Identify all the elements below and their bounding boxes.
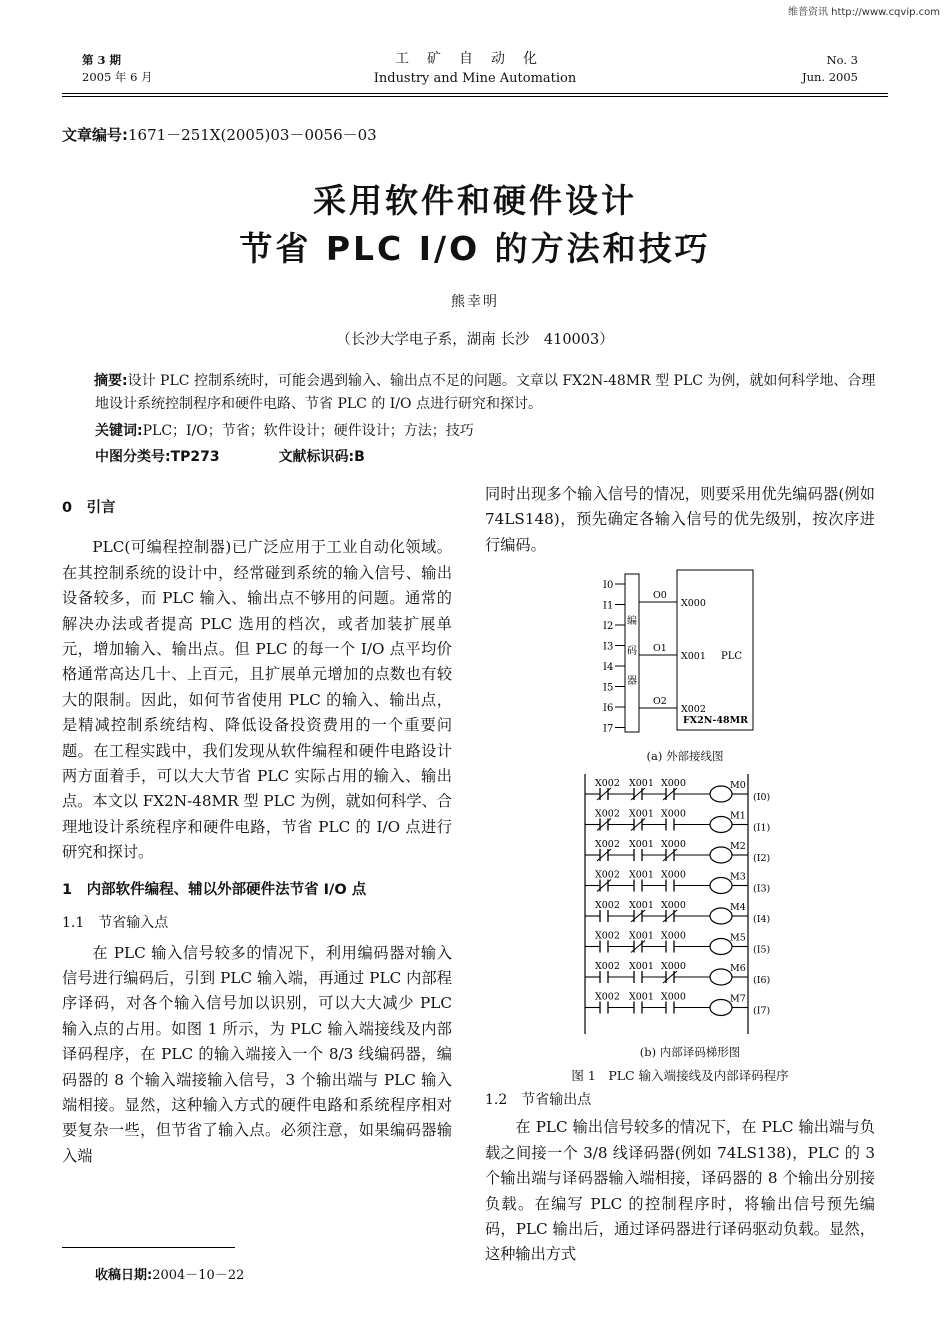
- encoder-output-label: O0: [653, 590, 667, 601]
- article-number: [62, 124, 377, 145]
- coil-label: M7: [730, 993, 746, 1005]
- input-label: I5: [603, 682, 614, 694]
- date-en: Jun. 2005: [801, 70, 858, 84]
- coil: [710, 908, 732, 924]
- section-1-1-paragraph: 在 PLC 输入信号较多的情况下，利用编码器对输入信号进行编码后，引到 PLC 输入端，再通过 PLC 内部程序译码，对各个输入信号加以识别，可以大大减少 PLC 输入点的占用。如图 1 所示，为 PLC 输入端接线及内部译码程序，在 PLC 的输入端接入一个 8/3 线编码器，编码器的 8 个输入端接输入信号，3 个输出端与 PLC 输入端相接。显然，这种输入方式的硬件电路和系统程序相对要复杂一些，但节省了输入点。必须注意，如果编码器输入端: [62, 943, 452, 1165]
- ladder-rung: [585, 900, 770, 925]
- encoder-label-char: 编: [627, 616, 637, 627]
- input-label: I0: [603, 580, 614, 591]
- header-right: [802, 52, 858, 86]
- continued-paragraph: 同时出现多个输入信号的情况，则要采用优先编码器(例如 74LS148)，预先确定各输入信号的优先级别，按次序进行编码。: [485, 485, 875, 554]
- input-label: I4: [603, 662, 614, 673]
- input-label: I1: [603, 600, 614, 612]
- keywords-text: PLC；I/O；节省；软件设计；硬件设计；方法；技巧: [142, 423, 474, 439]
- contact-label: X002: [595, 869, 620, 881]
- coil-label: M4: [730, 902, 746, 913]
- encoder-label-char: 器: [627, 676, 637, 687]
- coil-label: M5: [730, 932, 746, 944]
- section-1-1-heading: 1.1 节省输入点: [62, 915, 169, 932]
- input-label: I2: [603, 621, 614, 632]
- input-label: I3: [603, 641, 614, 653]
- contact-label: X001: [629, 900, 654, 911]
- author: 熊幸明: [451, 294, 499, 310]
- contact-label: X002: [595, 991, 620, 1003]
- issue-en: No. 3: [826, 53, 858, 67]
- section-1-heading: 1 内部软件编程、辅以外部硬件法节省 I/O 点: [62, 881, 367, 898]
- figure-1b-ladder: [580, 772, 800, 1040]
- contact-label: X001: [629, 930, 654, 942]
- doc-code-value: B: [354, 449, 365, 465]
- plc-input-label: X002: [681, 704, 706, 715]
- input-tag: (I4): [753, 914, 771, 925]
- coil: [710, 878, 732, 894]
- encoder-output-label: O2: [653, 696, 667, 707]
- section-0-heading: 0 引言: [62, 500, 116, 516]
- contact-label: X002: [595, 930, 620, 942]
- ladder-rung: [585, 870, 770, 895]
- figure-1-caption: 图 1 PLC 输入端接线及内部译码程序: [571, 1068, 789, 1083]
- input-tag: (I3): [753, 883, 771, 895]
- journal-title-cn: 工矿自动化: [395, 51, 555, 67]
- contact-label: X000: [661, 808, 686, 820]
- clc-label: 中图分类号:: [95, 449, 171, 465]
- ladder-rung: [585, 931, 770, 956]
- contact-label: X000: [661, 839, 686, 850]
- input-tag: (I7): [753, 1005, 771, 1017]
- input-tag: (I6): [753, 975, 771, 986]
- doc-code-label: 文献标识码:: [278, 449, 355, 465]
- plc-label: PLC: [721, 651, 743, 662]
- contact-label: X002: [595, 839, 620, 850]
- coil: [710, 1000, 732, 1016]
- contact-label: X000: [661, 869, 686, 881]
- right-column-top: [485, 482, 875, 558]
- contact-label: X002: [595, 900, 620, 911]
- caption-b: (b) 内部译码梯形图: [639, 1045, 741, 1059]
- classification: [95, 446, 885, 469]
- affiliation: （长沙大学电子系，湖南 长沙 410003）: [336, 332, 614, 348]
- contact-label: X001: [629, 839, 654, 850]
- header-rule: [62, 93, 888, 97]
- contact-label: X002: [595, 808, 620, 820]
- contact-label: X001: [629, 808, 654, 820]
- received-label: 收稿日期:: [95, 1268, 153, 1283]
- coil-label: M1: [730, 810, 746, 822]
- coil: [710, 847, 732, 863]
- coil-label: M6: [730, 963, 746, 974]
- figure-1a-wiring: [585, 568, 785, 748]
- input-label: I6: [603, 703, 614, 714]
- coil-label: M2: [730, 841, 746, 852]
- coil: [710, 786, 732, 802]
- watermark: 维普资讯 http://www.cqvip.com: [787, 7, 940, 18]
- ladder-rung: [585, 778, 770, 803]
- section-1-2-heading: 1.2 节省输出点: [485, 1092, 592, 1108]
- contact-label: X001: [629, 961, 654, 972]
- article-number-label: 文章编号:: [62, 126, 128, 144]
- ladder-rung: [585, 809, 770, 834]
- keywords: [95, 420, 885, 443]
- plc-input-label: X000: [681, 598, 706, 609]
- contact-label: X000: [661, 930, 686, 942]
- coil-label: M0: [730, 780, 746, 791]
- received-value: 2004－10－22: [152, 1268, 245, 1283]
- article-number-value: 1671－251X(2005)03－0056－03: [128, 126, 377, 144]
- abstract-label: 摘要:: [94, 373, 128, 389]
- abstract: [95, 370, 885, 416]
- contact-label: X002: [595, 961, 620, 972]
- contact-label: X001: [629, 778, 654, 789]
- contact-label: X001: [629, 869, 654, 881]
- input-tag: (I0): [753, 792, 771, 803]
- input-label: I7: [603, 723, 614, 735]
- intro-paragraph: PLC(可编程控制器)已广泛应用于工业自动化领域。在其控制系统的设计中，经常碰到系统的输入信号、输出设备较多，而 PLC 输入、输出点不够用的问题。通常的解决办法或者提高 PLC 选用的档次，或者加装扩展单元，增加输入、输出点。但 PLC 的每一个 I/O 点平均价格通常高达几十、上百元，且扩展单元增加的点数也有较大的限制。因此，如何节省使用 PLC 的输入、输出点，是精减控制系统结构、降低设备投资费用的一个重要问题。在工程实践中，我们发现从软件编程和硬件电路设计两方面着手，可以大大节省 PLC 实际占用的输入、输出点。本文以 FX2N-48MR 型 PLC 为例，就如何科学、合理地设计系统程序和硬件电路，节省 PLC 的 I/O 点进行研究和探讨。: [62, 538, 452, 862]
- ladder-rung: [585, 992, 770, 1017]
- coil: [710, 969, 732, 985]
- left-column: [62, 496, 452, 1169]
- journal-title-en: Industry and Mine Automation: [373, 71, 577, 86]
- caption-a: (a) 外部接线图: [646, 749, 724, 763]
- contact-label: X002: [595, 778, 620, 789]
- input-tag: (I1): [753, 822, 771, 834]
- coil: [710, 817, 732, 833]
- encoder-label-char: 码: [627, 646, 637, 657]
- contact-label: X000: [661, 900, 686, 911]
- contact-label: X000: [661, 778, 686, 789]
- coil: [710, 939, 732, 955]
- issue-cn: 第 3 期: [82, 53, 122, 67]
- coil-label: M3: [730, 871, 746, 883]
- contact-label: X000: [661, 991, 686, 1003]
- date-cn: 2005 年 6 月: [82, 70, 153, 84]
- ladder-rung: [585, 961, 770, 986]
- abstract-text: 设计 PLC 控制系统时，可能会遇到输入、输出点不足的问题。文章以 FX2N-48MR 型 PLC 为例，就如何科学地、合理地设计系统控制程序和硬件电路、节省 PLC 的 I/O 点进行研究和探讨。: [95, 373, 876, 412]
- received-date: [95, 1264, 244, 1283]
- keywords-label: 关键词:: [95, 423, 143, 439]
- encoder-output-label: O1: [653, 643, 667, 654]
- footnote-rule: [62, 1247, 235, 1248]
- contact-label: X000: [661, 961, 686, 972]
- plc-input-label: X001: [681, 651, 706, 662]
- ladder-rung: [585, 839, 770, 864]
- title-line-1: 采用软件和硬件设计: [313, 181, 637, 220]
- clc-value: TP273: [170, 449, 220, 465]
- contact-label: X001: [629, 991, 654, 1003]
- right-column-bottom: [485, 1088, 875, 1268]
- title-line-2: 节省 PLC I/O 的方法和技巧: [239, 229, 711, 268]
- section-1-2-paragraph: 在 PLC 输出信号较多的情况下，在 PLC 输出端与负载之间接一个 3/8 线译码器(例如 74LS138)，PLC 的 3 个输出端与译码器输入端相接，译码器的 8 个输出分别接负载。在编写 PLC 的控制程序时，将输出信号预先编码，PLC 输出后，通过译码器进行译码驱动负载。显然，这种输出方式: [485, 1118, 875, 1264]
- input-tag: (I2): [753, 853, 771, 864]
- input-tag: (I5): [753, 944, 771, 956]
- plc-model-label: FX2N-48MR: [683, 715, 748, 726]
